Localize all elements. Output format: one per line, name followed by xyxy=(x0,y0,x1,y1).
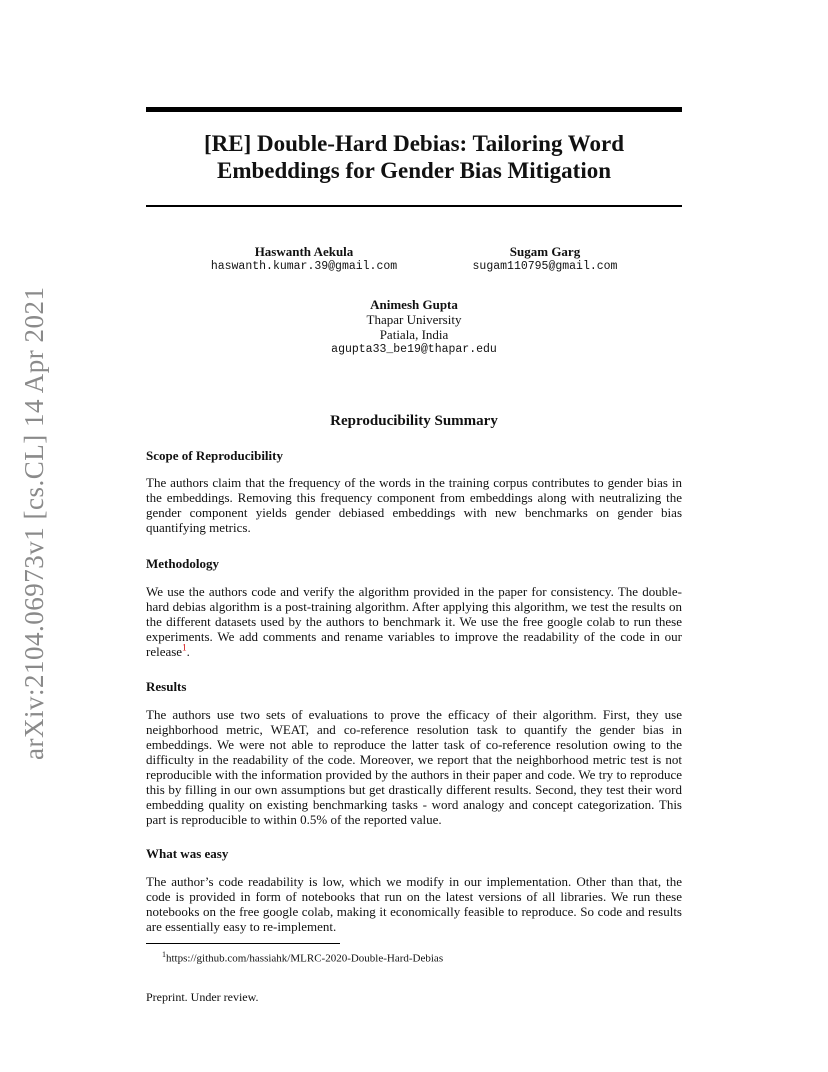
methodology-period: . xyxy=(186,644,190,659)
author-email: haswanth.kumar.39@gmail.com xyxy=(210,260,398,273)
author-name: Animesh Gupta xyxy=(370,297,458,312)
author-3 xyxy=(264,297,564,357)
paper-title: [RE] Double-Hard Debias: Tailoring Word Embeddings for Gender Bias Mitigation xyxy=(203,131,625,183)
author-name: Sugam Garg xyxy=(509,244,581,259)
methodology-heading: Methodology xyxy=(146,556,219,571)
author-location: Patiala, India xyxy=(379,327,449,342)
preprint-note: Preprint. Under review. xyxy=(146,990,259,1004)
footnote-url[interactable]: https://github.com/hassiahk/MLRC-2020-Double-Hard-Debias xyxy=(166,952,444,965)
title-bottom-rule xyxy=(146,205,682,207)
scope-heading: Scope of Reproducibility xyxy=(146,448,283,463)
footnote-rule xyxy=(146,943,340,944)
scope-paragraph: The authors claim that the frequency of the words in the training corpus contributes to gender bias in the embeddings. Removing this frequency component from embeddings along with neutralizing the gender component yields gender debiased embeddings with new benchmarks on gender bias quantifying metrics. xyxy=(146,475,682,535)
arxiv-identifier: arXiv:2104.06973v1 [cs.CL] 14 Apr 2021 xyxy=(19,286,49,760)
easy-paragraph: The author’s code readability is low, which we modify in our implementation. Other than that, the code is provided in form of notebooks that run on the latest versions of all libraries. We run these notebooks on the free google colab, making it economically feasible to reproduce. So code and results are essentially easy to re-implement. xyxy=(146,874,682,934)
footnote-number: 1 xyxy=(162,950,166,959)
author-affiliation: Thapar University xyxy=(366,312,462,327)
methodology-paragraph xyxy=(146,584,682,659)
footnote xyxy=(146,948,443,966)
footnote-link[interactable]: 1 xyxy=(182,642,187,653)
author-email: agupta33_be19@thapar.edu xyxy=(331,343,497,356)
results-paragraph: The authors use two sets of evaluations to prove the efficacy of their algorithm. First, they use neighborhood metric, WEAT, and co-reference resolution task to quantify the gender bias in embeddings. We were not able to reproduce the latter task of co-reference resolution owing to the difficulty in the readability of the code. Moreover, we report that the neighborhood metric test is not reproducible with the information provided by the authors in their paper and code. We try to reproduce this by filling in our own assumptions but get drastically different results. Second, they test their word embedding quality on existing benchmarking tasks - word analogy and concept categorization. This part is reproducible to within 0.5% of the reported value. xyxy=(146,707,682,827)
author-email: sugam110795@gmail.com xyxy=(472,260,618,273)
summary-heading: Reproducibility Summary xyxy=(330,413,498,429)
author-name: Haswanth Aekula xyxy=(254,244,354,259)
methodology-text: We use the authors code and verify the algorithm provided in the paper for consistency. The double-hard debias algorithm is a post-training algorithm. After applying this algorithm, we test the results on the different datasets used by the authors to benchmark it. We use the free google colab to run these experiments. We add comments and rename variables to improve the readability of the code in our release xyxy=(146,584,682,659)
easy-heading: What was easy xyxy=(146,846,229,861)
author-2 xyxy=(445,244,645,274)
title-top-rule xyxy=(146,107,682,112)
author-1 xyxy=(204,244,404,274)
results-heading: Results xyxy=(146,679,187,694)
